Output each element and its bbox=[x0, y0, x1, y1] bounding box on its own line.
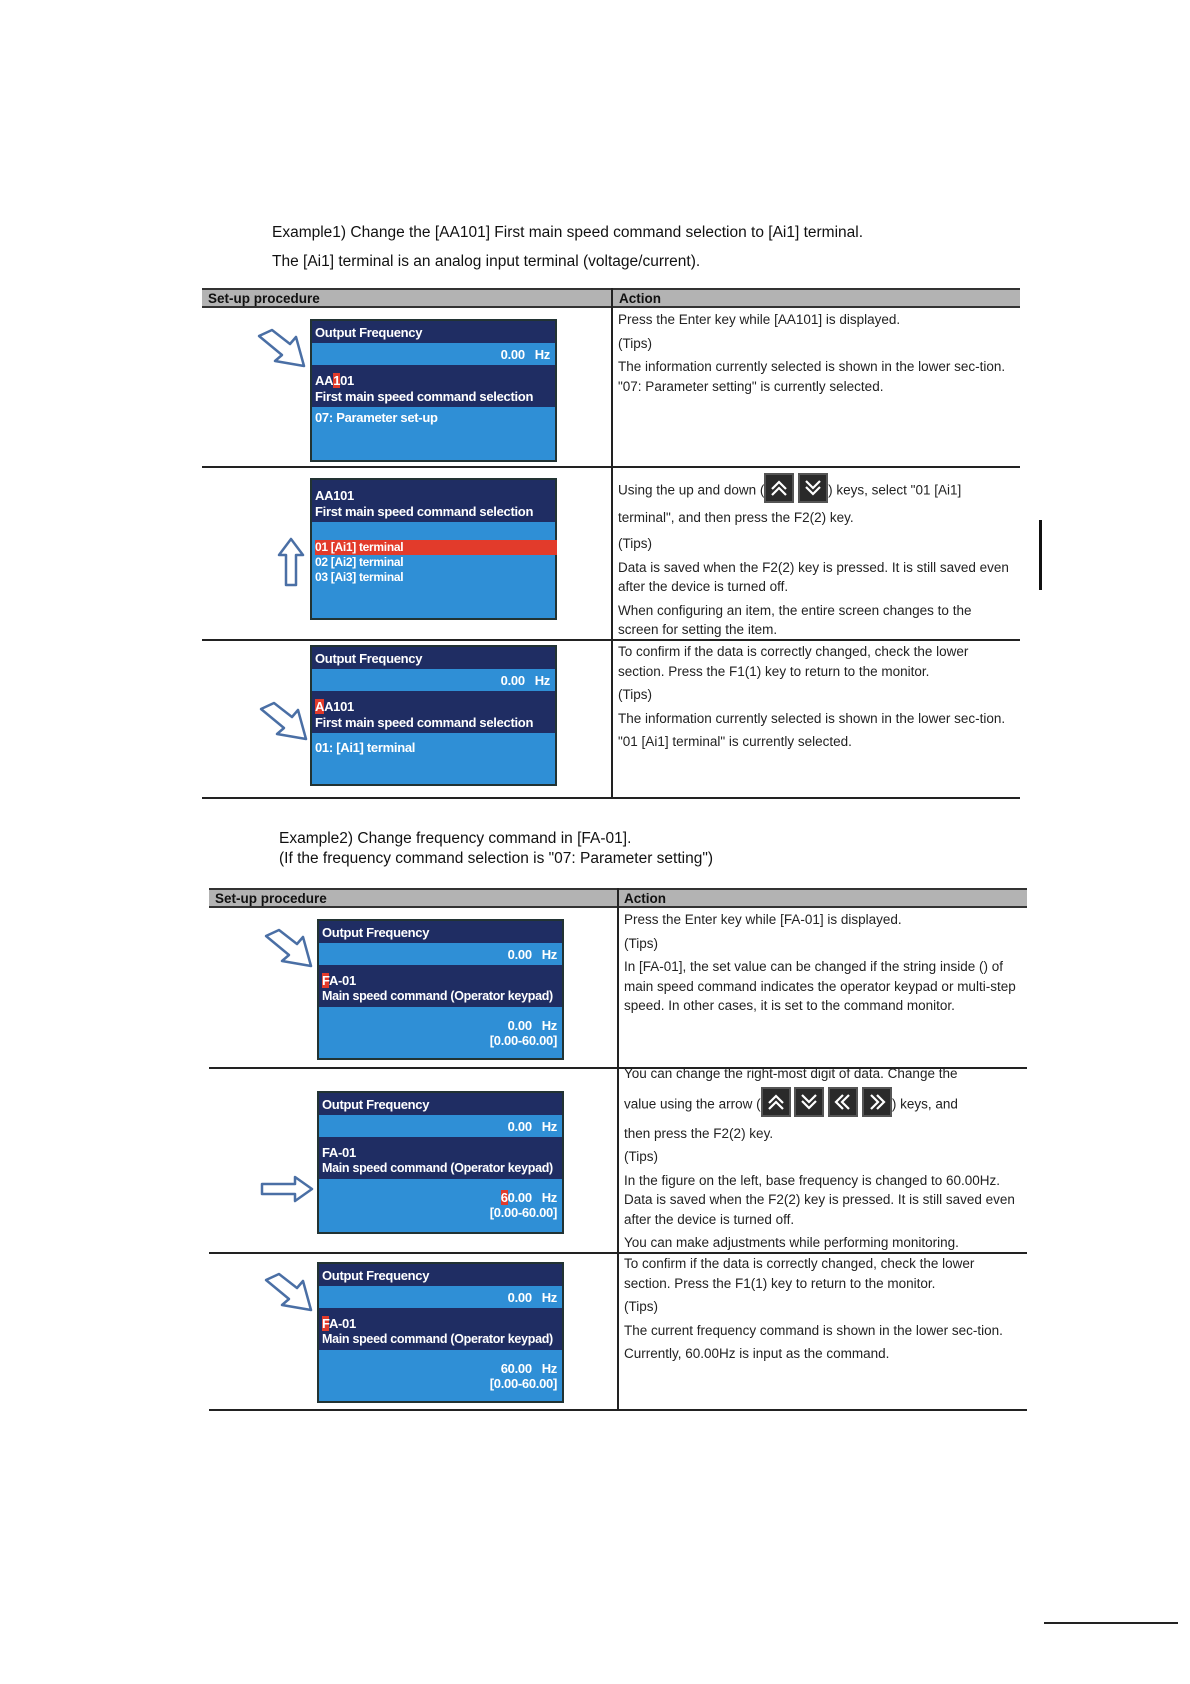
action-line bbox=[618, 476, 1010, 530]
param-code: AA101 bbox=[315, 488, 354, 503]
right-arrow-icon bbox=[259, 1174, 315, 1204]
down-key-icon bbox=[794, 1087, 824, 1117]
up-key-icon bbox=[761, 1087, 791, 1117]
param-value: 01: [Ai1] terminal bbox=[315, 740, 416, 755]
value-number: 60.00 bbox=[500, 1361, 532, 1376]
param-description: Main speed command (Operator keypad) bbox=[322, 989, 553, 1003]
action-line: "01 [Ai1] terminal" is currently selected. bbox=[618, 734, 852, 749]
right-key-icon bbox=[862, 1087, 892, 1117]
action-line: (Tips) bbox=[624, 1149, 658, 1164]
code-suffix: A-01 bbox=[328, 1316, 356, 1331]
diagonal-arrow-icon bbox=[258, 701, 312, 743]
cursor-digit: F bbox=[322, 973, 329, 988]
row-divider bbox=[202, 466, 1020, 468]
freq-unit: Hz bbox=[541, 1119, 557, 1134]
action-line: You can change the right-most digit of data. Change the bbox=[624, 1066, 958, 1081]
code-suffix: A-01 bbox=[328, 973, 356, 988]
action-text bbox=[618, 642, 1010, 756]
up-arrow-icon bbox=[276, 536, 306, 588]
cursor-digit: F bbox=[322, 1316, 329, 1331]
header-procedure: Set-up procedure bbox=[208, 291, 320, 306]
header-action: Action bbox=[624, 891, 666, 906]
header-procedure: Set-up procedure bbox=[215, 891, 327, 906]
action-prefix: Using the up and down ( bbox=[618, 482, 765, 498]
header-action: Action bbox=[619, 291, 661, 306]
example2-subtitle: (If the frequency command selection is "07: Parameter setting") bbox=[279, 850, 714, 867]
screen-title-bar bbox=[319, 1264, 562, 1286]
action-line: (Tips) bbox=[618, 687, 652, 702]
example2-intro bbox=[279, 829, 713, 869]
option-label[interactable]: 03 [Ai3] terminal bbox=[315, 570, 404, 584]
action-line: When configuring an item, the entire screen changes to the screen for setting the item. bbox=[618, 602, 972, 637]
code-suffix: 01 bbox=[340, 373, 354, 388]
action-text bbox=[618, 310, 1010, 400]
screen-title: Output Frequency bbox=[322, 925, 430, 940]
lcd-screen bbox=[317, 1091, 564, 1234]
column-divider bbox=[617, 888, 619, 1411]
screen-param-bar bbox=[312, 480, 555, 522]
param-code: FA-01 bbox=[322, 1145, 356, 1160]
freq-value: 0.00 bbox=[500, 347, 525, 362]
screen-param-bar bbox=[319, 1137, 562, 1179]
action-text bbox=[618, 476, 1010, 644]
param-range: [0.00-60.00] bbox=[489, 1376, 557, 1391]
param-value bbox=[508, 1018, 557, 1033]
option-selected[interactable] bbox=[312, 540, 555, 555]
param-code bbox=[315, 699, 354, 714]
action-line: You can make adjustments while performing monitoring. bbox=[624, 1235, 959, 1250]
diagonal-arrow-icon bbox=[263, 928, 317, 970]
action-line: To confirm if the data is correctly changed, check the lower section. Press the F1(1) key to return to the monitor. bbox=[618, 644, 969, 679]
param-description: First main speed command selection bbox=[315, 715, 534, 730]
param-range: [0.00-60.00] bbox=[489, 1205, 557, 1220]
value-unit: Hz bbox=[541, 1018, 557, 1033]
screen-title-bar bbox=[319, 1093, 562, 1115]
screen-param-bar bbox=[312, 691, 555, 733]
cursor-digit: 1 bbox=[333, 373, 341, 388]
cursor-digit: A bbox=[315, 699, 325, 714]
action-suffix: ) keys, select "01 [Ai1] terminal", and then press the F2(2) key. bbox=[618, 482, 962, 525]
action-line: then press the F2(2) key. bbox=[624, 1125, 774, 1141]
action-line: (Tips) bbox=[624, 1299, 658, 1314]
example2-table bbox=[209, 888, 1027, 1411]
lcd-screen bbox=[310, 319, 557, 462]
diagonal-arrow-icon bbox=[263, 1272, 317, 1314]
example1-intro bbox=[272, 218, 863, 276]
down-key-icon bbox=[798, 473, 828, 503]
code-prefix: AA bbox=[315, 373, 334, 388]
action-line: In [FA-01], the set value can be changed if the string inside () of main speed command indicates the operator keypad or multi-step speed. In other cases, it is set to the command monitor. bbox=[624, 959, 1016, 1013]
freq-unit: Hz bbox=[534, 347, 550, 362]
action-prefix: value using the arrow ( bbox=[624, 1096, 761, 1112]
example1-table bbox=[202, 288, 1020, 799]
left-key-icon bbox=[828, 1087, 858, 1117]
screen-title-bar bbox=[319, 921, 562, 943]
action-line: Press the Enter key while [FA-01] is displayed. bbox=[624, 912, 902, 927]
lcd-screen bbox=[310, 478, 557, 620]
action-line: Currently, 60.00Hz is input as the command. bbox=[624, 1346, 890, 1361]
screen-title: Output Frequency bbox=[322, 1097, 430, 1112]
param-value: 07: Parameter set-up bbox=[315, 410, 438, 425]
action-suffix: ) keys, and bbox=[891, 1096, 958, 1112]
freq-value: 0.00 bbox=[507, 1119, 532, 1134]
action-line: The information currently selected is shown in the lower sec-tion. "07: Parameter setting" is currently selected. bbox=[618, 359, 1006, 394]
freq-unit: Hz bbox=[541, 947, 557, 962]
freq-unit: Hz bbox=[534, 673, 550, 688]
action-line: (Tips) bbox=[618, 335, 652, 351]
action-line: The information currently selected is shown in the lower sec-tion. bbox=[618, 710, 1006, 726]
param-description: First main speed command selection bbox=[315, 504, 534, 519]
screen-title-bar bbox=[312, 647, 555, 669]
option-label: 01 [Ai1] terminal bbox=[315, 540, 404, 554]
column-divider bbox=[611, 288, 613, 799]
screen-param-bar bbox=[319, 1308, 562, 1350]
value-unit: Hz bbox=[541, 1361, 557, 1376]
freq-value: 0.00 bbox=[500, 673, 525, 688]
action-text bbox=[624, 910, 1019, 1020]
freq-value: 0.00 bbox=[507, 1290, 532, 1305]
margin-change-bar bbox=[1039, 520, 1042, 590]
diagonal-arrow-icon bbox=[256, 328, 310, 370]
action-text bbox=[624, 1064, 1019, 1257]
footer-rule bbox=[1044, 1622, 1178, 1624]
example1-subtitle: The [Ai1] terminal is an analog input terminal (voltage/current). bbox=[272, 253, 701, 270]
option-label[interactable]: 02 [Ai2] terminal bbox=[315, 555, 404, 569]
example2-title: Example2) Change frequency command in [FA-01]. bbox=[279, 830, 632, 847]
action-line bbox=[624, 1090, 1019, 1120]
value-unit: Hz bbox=[541, 1190, 557, 1205]
param-code bbox=[322, 1316, 356, 1331]
param-code bbox=[322, 973, 356, 988]
code-suffix: A101 bbox=[324, 699, 354, 714]
screen-title: Output Frequency bbox=[322, 1268, 430, 1283]
param-value[interactable] bbox=[501, 1190, 557, 1205]
screen-frequency bbox=[508, 1290, 557, 1305]
action-line: The current frequency command is shown in the lower sec-tion. bbox=[624, 1322, 1003, 1338]
param-description: Main speed command (Operator keypad) bbox=[322, 1332, 553, 1346]
screen-title-bar bbox=[312, 321, 555, 343]
freq-value: 0.00 bbox=[507, 947, 532, 962]
action-line: (Tips) bbox=[618, 536, 652, 551]
freq-unit: Hz bbox=[541, 1290, 557, 1305]
param-value bbox=[501, 1361, 557, 1376]
param-description: First main speed command selection bbox=[315, 389, 534, 404]
screen-title: Output Frequency bbox=[315, 651, 423, 666]
screen-frequency bbox=[501, 347, 550, 362]
action-line: In the figure on the left, base frequency is changed to 60.00Hz. Data is saved when the F2(2) key is pressed. It is still saved even after the device is turned off. bbox=[624, 1172, 1015, 1227]
screen-title: Output Frequency bbox=[315, 325, 423, 340]
action-line: Press the Enter key while [AA101] is displayed. bbox=[618, 312, 901, 327]
param-range: [0.00-60.00] bbox=[489, 1033, 557, 1048]
param-code bbox=[315, 373, 354, 388]
cursor-digit: 6 bbox=[500, 1190, 508, 1205]
lcd-screen bbox=[310, 645, 557, 786]
row-divider bbox=[202, 797, 1020, 799]
screen-frequency bbox=[501, 673, 550, 688]
action-line: Data is saved when the F2(2) key is pressed. It is still saved even after the device is turned off. bbox=[618, 559, 1009, 594]
action-line: To confirm if the data is correctly changed, check the lower section. Press the F1(1) key to return to the monitor. bbox=[624, 1256, 975, 1291]
lcd-screen bbox=[317, 1262, 564, 1403]
param-description: Main speed command (Operator keypad) bbox=[322, 1161, 553, 1175]
lcd-screen bbox=[317, 919, 564, 1060]
screen-param-bar bbox=[312, 365, 555, 407]
action-text bbox=[624, 1254, 1019, 1368]
value-number: 0.00 bbox=[507, 1190, 532, 1205]
screen-param-bar bbox=[319, 965, 562, 1007]
value-number: 0.00 bbox=[507, 1018, 532, 1033]
screen-frequency bbox=[508, 947, 557, 962]
row-divider bbox=[209, 1409, 1027, 1411]
action-line: (Tips) bbox=[624, 935, 658, 951]
screen-frequency bbox=[508, 1119, 557, 1134]
up-key-icon bbox=[764, 473, 794, 503]
example1-title: Example1) Change the [AA101] First main speed command selection to [Ai1] terminal. bbox=[272, 224, 864, 241]
